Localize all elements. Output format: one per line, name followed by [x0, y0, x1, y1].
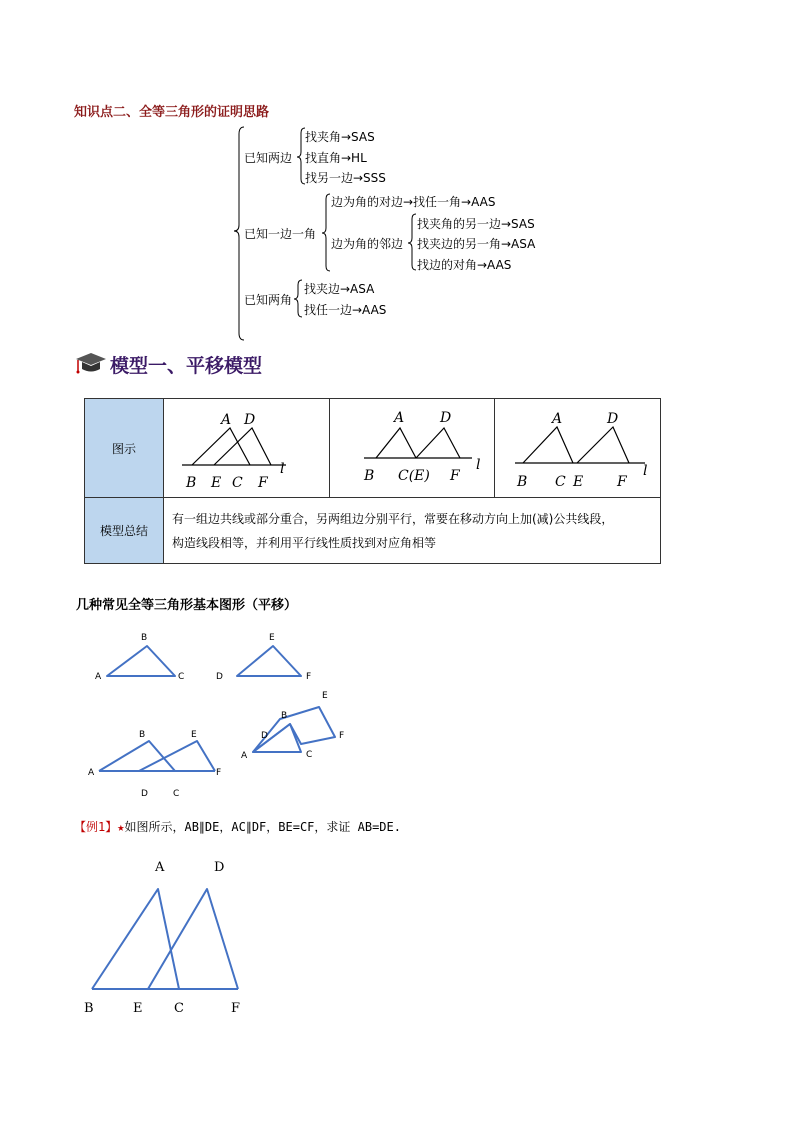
summary-line-2: 构造线段相等，并利用平行线性质找到对应角相等: [172, 535, 437, 550]
common-label-B2: B: [139, 730, 146, 740]
example-figure: [78, 852, 258, 1022]
fig1-label-C: C: [232, 475, 243, 491]
common-label-A3: A: [241, 751, 248, 761]
figure-cell-2: [329, 399, 495, 498]
example-label-F: F: [231, 1001, 241, 1016]
fig3-label-F: F: [617, 474, 628, 490]
common-figures-title: 几种常见全等三角形基本图形（平移）: [76, 598, 298, 613]
fig3-label-l: l: [643, 463, 648, 479]
row-head-summary: 模型总结: [85, 498, 164, 564]
model-title: 模型一、平移模型: [110, 355, 263, 377]
example-label-B: B: [84, 1001, 94, 1016]
main-brace: [234, 127, 244, 340]
fig1-label-E: E: [211, 475, 222, 491]
two-angles-item-1: 找夹边→ASA: [304, 282, 375, 296]
opposite-label: 边为角的对边→找任一角→AAS: [331, 195, 496, 209]
fig3-label-C: C: [555, 474, 567, 490]
fig2-label-A: A: [393, 410, 404, 426]
common-label-C3: C: [306, 750, 313, 760]
model-figure-1: [164, 399, 304, 493]
adjacent-item-1: 找夹角的另一边→SAS: [417, 217, 535, 231]
example-tag: 【例1】: [74, 820, 118, 834]
example-text: 如图所示，AB∥DE，AC∥DF，BE=CF，求证 AB=DE.: [124, 820, 401, 834]
common-label-F3: F: [339, 731, 345, 741]
two-sides-brace: [297, 128, 305, 184]
fig1-label-B: B: [186, 475, 197, 491]
example-line: [74, 818, 401, 835]
fig3-label-A: A: [552, 411, 563, 427]
fig2-label-l: l: [475, 457, 481, 473]
common-label-D1: D: [216, 672, 223, 682]
fig1-label-A: A: [221, 412, 232, 428]
fig1-label-D: D: [244, 412, 256, 428]
side-angle-label: 已知一边一角: [244, 227, 317, 241]
common-label-A1: A: [95, 672, 102, 682]
model-figure-2: [330, 399, 498, 493]
model-table: [84, 398, 661, 564]
fig2-label-CE: C(E): [397, 468, 430, 484]
summary-line-1: 有一组边共线或部分重合，另两组边分别平行，常要在移动方向上加(减)公共线段，: [172, 511, 614, 526]
star-icon: ★: [117, 820, 125, 834]
example-label-D: D: [214, 860, 225, 875]
common-figures: [85, 627, 375, 802]
two-angles-item-2: 找任一边→AAS: [304, 303, 387, 317]
adjacent-label: 边为角的邻边: [331, 237, 404, 251]
side-angle-brace: [322, 194, 330, 271]
fig1-label-l: l: [280, 461, 285, 477]
common-label-B1: B: [141, 633, 148, 643]
fig3-label-B: B: [517, 474, 528, 490]
common-label-E1: E: [269, 633, 275, 643]
example-label-A: A: [155, 860, 165, 875]
common-label-B3: B: [281, 711, 288, 721]
two-sides-item-3: 找另一边→SSS: [305, 171, 386, 185]
common-label-E2: E: [191, 730, 197, 740]
two-sides-label: 已知两边: [244, 151, 293, 165]
knowledge-title: 知识点二、全等三角形的证明思路: [74, 105, 270, 120]
common-label-D2: D: [141, 789, 148, 799]
example-label-C: C: [174, 1001, 184, 1016]
model-figure-3: [495, 399, 680, 493]
example-label-E: E: [133, 1001, 143, 1016]
adjacent-item-3: 找边的对角→AAS: [417, 258, 512, 272]
two-angles-brace: [294, 280, 302, 317]
adjacent-brace: [408, 214, 416, 270]
fig1-label-F: F: [258, 475, 268, 491]
model-summary: [164, 498, 661, 564]
adjacent-item-2: 找夹边的另一角→ASA: [417, 237, 536, 251]
common-label-C2: C: [173, 789, 180, 799]
figure-cell-1: [164, 399, 330, 498]
row-head-figure: 图示: [85, 399, 164, 498]
common-label-D3: D: [261, 731, 268, 741]
common-label-A2: A: [88, 768, 95, 778]
fig3-label-E: E: [573, 474, 584, 490]
common-label-E3: E: [322, 691, 328, 701]
fig2-label-D: D: [439, 410, 451, 426]
graduation-cap-icon: [74, 350, 108, 376]
common-label-F1: F: [306, 672, 312, 682]
two-angles-label: 已知两角: [244, 293, 293, 307]
fig2-label-F: F: [449, 468, 460, 484]
figure-cell-3: [495, 399, 661, 498]
two-sides-item-1: 找夹角→SAS: [305, 130, 375, 144]
fig2-label-B: B: [363, 468, 374, 484]
common-label-F2: F: [216, 768, 222, 778]
two-sides-item-2: 找直角→HL: [305, 151, 367, 165]
common-label-C1: C: [178, 672, 185, 682]
fig3-label-D: D: [607, 411, 619, 427]
